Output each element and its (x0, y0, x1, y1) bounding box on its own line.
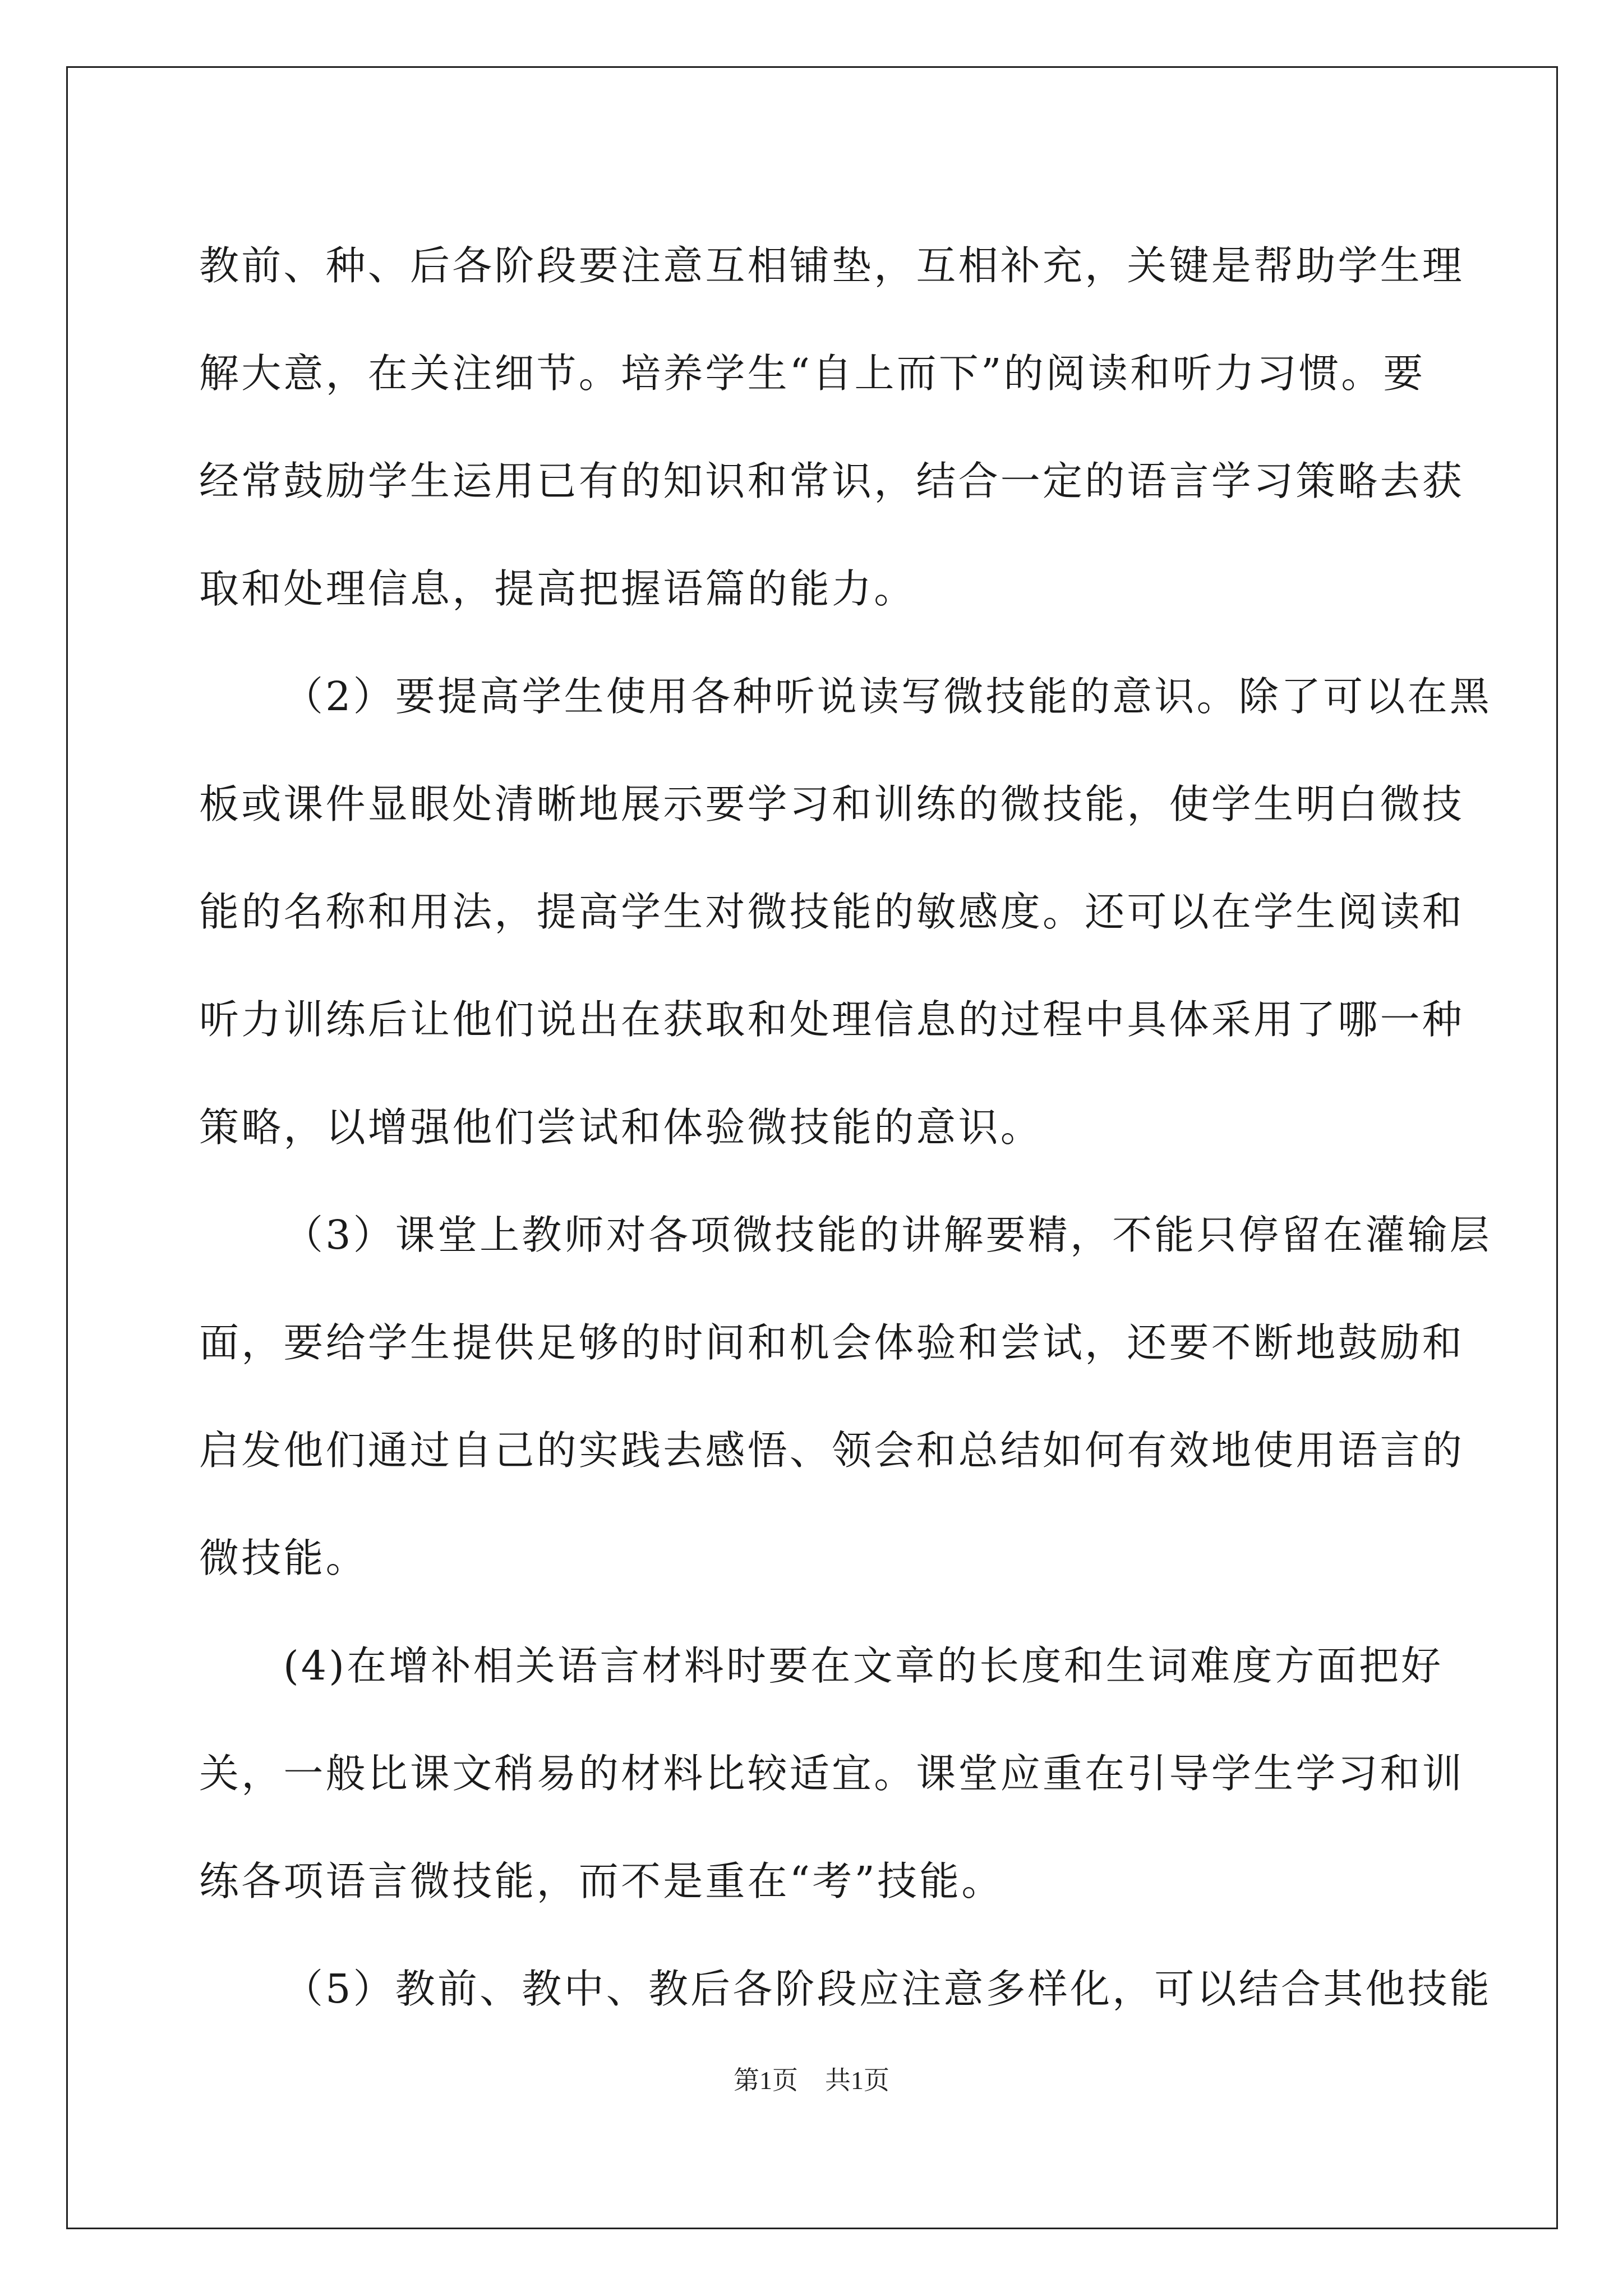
text-line-15: 关，一般比课文稍易的材料比较适宜。课堂应重在引导学生学习和训 (199, 1750, 1465, 1797)
text-line-11: 面，要给学生提供足够的时间和机会体验和尝试，还要不断地鼓励和 (199, 1319, 1465, 1366)
text-line-10: （3）课堂上教师对各项微技能的讲解要精，不能只停留在灌输层 (283, 1211, 1492, 1258)
text-line-16: 练各项语言微技能，而不是重在“考”技能。 (199, 1857, 1004, 1904)
text-line-3: 经常鼓励学生运用已有的知识和常识，结合一定的语言学习策略去获 (199, 457, 1465, 504)
text-line-17: （5）教前、教中、教后各阶段应注意多样化，可以结合其他技能 (283, 1965, 1492, 2012)
text-line-13: 微技能。 (199, 1534, 368, 1581)
page-total: 共1页 (825, 2066, 889, 2095)
text-line-12: 启发他们通过自己的实践去感悟、领会和总结如何有效地使用语言的 (199, 1427, 1465, 1474)
text-line-4: 取和处理信息，提高把握语篇的能力。 (199, 565, 916, 612)
text-line-14: (4)在增补相关语言材料时要在文章的长度和生词难度方面把好 (283, 1642, 1444, 1689)
text-line-1: 教前、种、后各阶段要注意互相铺垫，互相补充，关键是帮助学生理 (199, 242, 1465, 289)
page-footer (0, 2060, 1623, 2097)
text-line-6: 板或课件显眼处清晰地展示要学习和训练的微技能，使学生明白微技 (199, 780, 1465, 827)
document-body (199, 211, 1492, 2042)
text-line-9: 策略，以增强他们尝试和体验微技能的意识。 (199, 1103, 1043, 1151)
text-line-8: 听力训练后让他们说出在获取和处理信息的过程中具体采用了哪一种 (199, 996, 1465, 1043)
text-line-2: 解大意，在关注细节。培养学生“自上而下”的阅读和听力习惯。要 (199, 349, 1426, 397)
page-number: 第1页 (734, 2066, 798, 2095)
text-line-7: 能的名称和用法，提高学生对微技能的敏感度。还可以在学生阅读和 (199, 888, 1465, 935)
text-line-5: （2）要提高学生使用各种听说读写微技能的意识。除了可以在黑 (283, 673, 1492, 720)
